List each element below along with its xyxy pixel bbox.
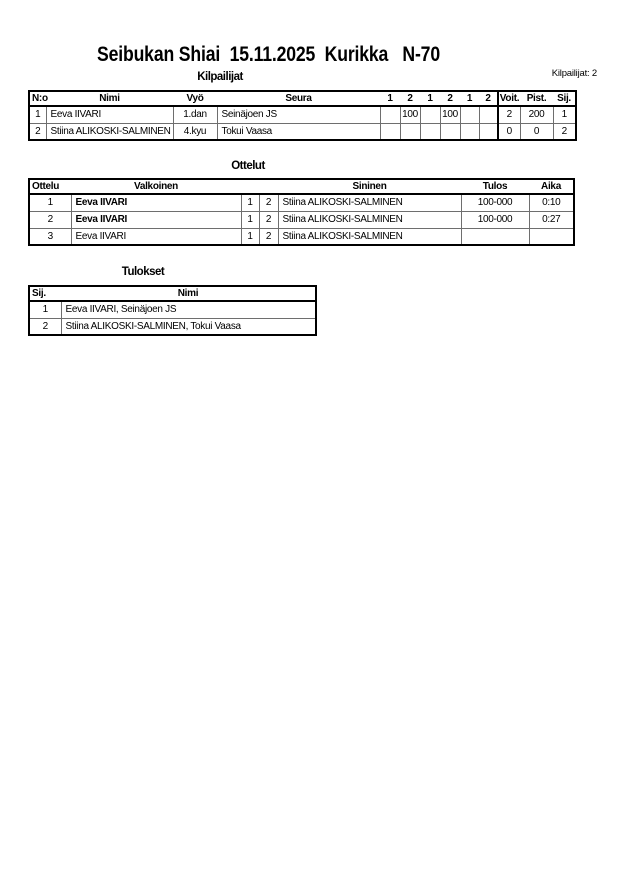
table-row [29,211,574,228]
competitor-no-cell: 2 [29,123,46,140]
matches-section-caption: Ottelut [231,160,265,172]
points-cell: 200 [520,106,553,123]
col-header-no: N:o [29,91,46,106]
wins-cell: 2 [498,106,520,123]
competitor-belt-cell: 1.dan [173,106,217,123]
table-row [29,301,316,318]
table-row [29,194,574,211]
header-row [29,91,576,106]
score-cell [380,106,400,123]
white-name-cell: Eeva IIVARI [71,211,241,228]
score-cell [420,106,440,123]
header-row [29,179,574,194]
score-cell [460,106,479,123]
col-header-white: Valkoinen [71,179,241,194]
competitor-name-cell: Eeva IIVARI [46,106,173,123]
col-header-wins: Voit. [499,93,520,104]
col-header-score-5: 1 [460,91,479,106]
competitors-section-caption: Kilpailijat [197,71,243,83]
score-cell: 100 [440,106,460,123]
result-place-cell: 1 [29,301,61,318]
col-header-blue-no [259,179,278,194]
competitor-club-cell: Tokui Vaasa [217,123,380,140]
col-header-belt: Vyö [173,91,217,106]
col-header-club: Seura [217,91,380,106]
score-cell [440,123,460,140]
wins-cell: 0 [498,123,520,140]
table-row [29,106,576,123]
table-row [29,228,574,245]
col-header-place: Sij. [553,91,576,106]
match-no-cell: 2 [29,211,71,228]
col-header-blue: Sininen [278,179,461,194]
col-header-score-3: 1 [420,91,440,106]
time-cell: 0:27 [529,211,574,228]
blue-name-cell: Stiina ALIKOSKI-SALMINEN [278,211,461,228]
result-cell: 100-000 [461,211,529,228]
header-row [29,286,316,301]
blue-name-cell: Stiina ALIKOSKI-SALMINEN [278,194,461,211]
col-header-score-4: 2 [440,91,460,106]
table-row [29,123,576,140]
place-cell: 2 [553,123,576,140]
result-name-cell: Stiina ALIKOSKI-SALMINEN, Tokui Vaasa [61,318,316,335]
result-cell: 100-000 [461,194,529,211]
blue-no-cell: 2 [259,228,278,245]
white-name-cell: Eeva IIVARI [71,228,241,245]
col-header-result: Tulos [461,179,529,194]
time-cell [529,228,574,245]
col-header-name: Nimi [61,286,316,301]
participants-count-note: Kilpailijat: 2 [551,68,597,79]
col-header-place: Sij. [29,286,61,301]
col-header-match: Ottelu [29,179,71,194]
col-header-white-no [241,179,259,194]
score-cell [479,106,498,123]
place-cell: 1 [553,106,576,123]
col-header-score-1: 1 [380,91,400,106]
col-header-score-2: 2 [400,91,420,106]
col-header-score-6: 2 [479,91,498,106]
score-cell [400,123,420,140]
score-cell: 100 [400,106,420,123]
competitor-belt-cell: 4.kyu [173,123,217,140]
white-name-cell: Eeva IIVARI [71,194,241,211]
blue-name-cell: Stiina ALIKOSKI-SALMINEN [278,228,461,245]
score-cell [479,123,498,140]
table-row [29,318,316,335]
time-cell: 0:10 [529,194,574,211]
results-table [28,285,317,336]
white-no-cell: 1 [241,194,259,211]
score-cell [460,123,479,140]
match-no-cell: 1 [29,194,71,211]
result-cell [461,228,529,245]
result-place-cell: 2 [29,318,61,335]
col-header-name: Nimi [46,91,173,106]
blue-no-cell: 2 [259,194,278,211]
page-title: Seibukan Shiai 15.11.2025 Kurikka N-70 [97,42,440,66]
score-cell [420,123,440,140]
result-name-cell: Eeva IIVARI, Seinäjoen JS [61,301,316,318]
results-section-caption: Tulokset [121,266,165,278]
match-no-cell: 3 [29,228,71,245]
score-cell [380,123,400,140]
competitors-table [28,90,577,141]
competitor-no-cell: 1 [29,106,46,123]
matches-table [28,178,575,246]
col-header-points: Pist. [520,91,553,106]
points-cell: 0 [520,123,553,140]
blue-no-cell: 2 [259,211,278,228]
white-no-cell: 1 [241,211,259,228]
white-no-cell: 1 [241,228,259,245]
col-header-time: Aika [529,179,574,194]
competitor-club-cell: Seinäjoen JS [217,106,380,123]
competitor-name-cell: Stiina ALIKOSKI-SALMINEN [46,123,173,140]
